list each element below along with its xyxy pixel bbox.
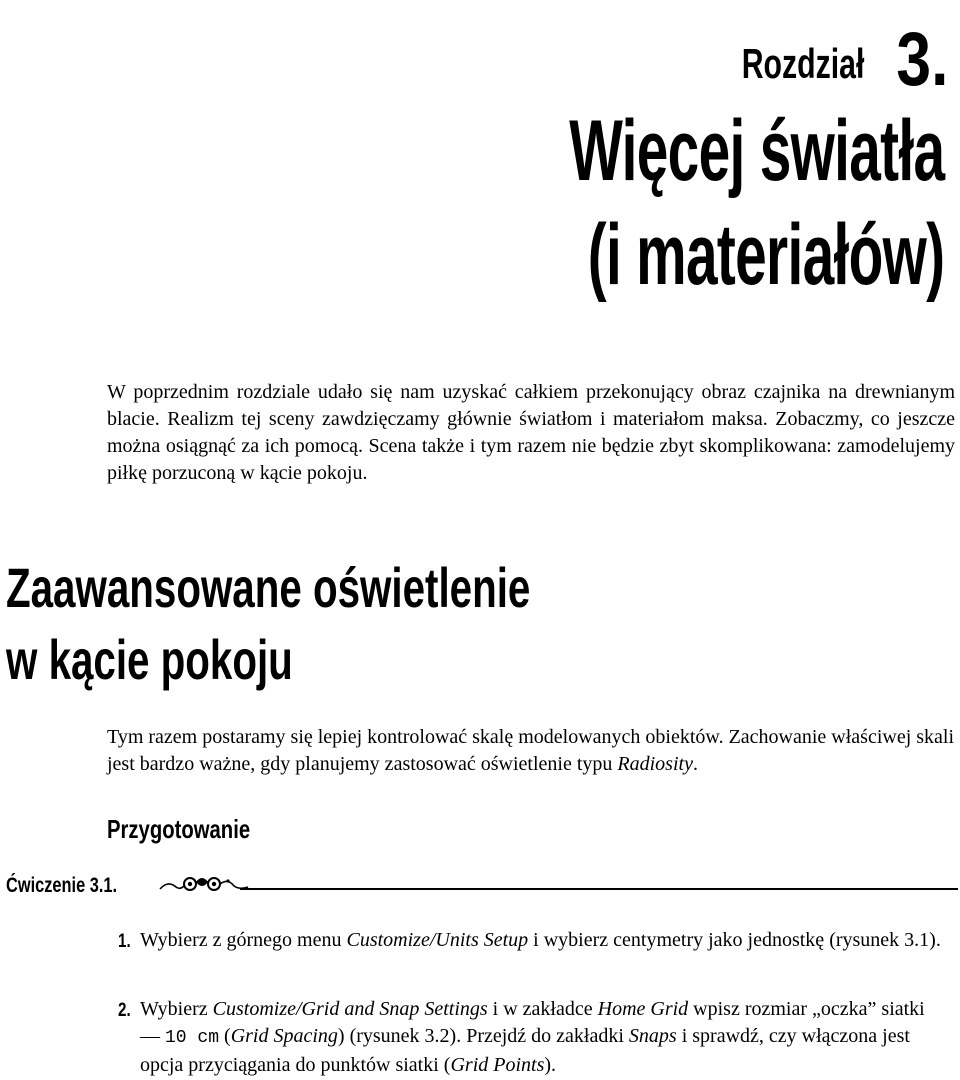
exercise-rule bbox=[240, 888, 958, 890]
step-text-part: ) (rysunek 3.2). Przejdź do zakładki bbox=[337, 1025, 629, 1047]
grid-value: 10 cm bbox=[165, 1028, 220, 1048]
option-name: Grid Points bbox=[450, 1054, 545, 1076]
step-text-part: i w zakładce bbox=[487, 998, 598, 1020]
exercise-label: Ćwiczenie 3.1. bbox=[6, 874, 118, 897]
chapter-title-line-2: (i materiałów) bbox=[587, 207, 944, 303]
section-title-line-1: Zaawansowane oświetlenie bbox=[6, 556, 531, 619]
chapter-heading bbox=[548, 17, 948, 102]
menu-path: Customize/Grid and Snap Settings bbox=[212, 998, 488, 1020]
section-paragraph bbox=[107, 724, 957, 778]
section-title-line-2: w kącie pokoju bbox=[6, 628, 293, 691]
step-text-part: Wybierz z górnego menu bbox=[140, 929, 347, 951]
step-text-part: Wybierz bbox=[140, 998, 213, 1020]
step-item bbox=[118, 927, 948, 954]
subsection-title: Przygotowanie bbox=[107, 814, 251, 844]
step-number: 2. bbox=[118, 1000, 131, 1021]
step-text-part: wpisz rozmiar „oczka” siatki — bbox=[140, 998, 925, 1047]
step-number: 1. bbox=[118, 931, 131, 952]
field-name: Grid Spacing bbox=[230, 1025, 338, 1047]
chapter-title-line-1: Więcej światła bbox=[568, 103, 944, 199]
radiosity-term: Radiosity bbox=[617, 753, 693, 775]
step-text-part: ). bbox=[544, 1054, 557, 1076]
ornament-icon bbox=[158, 872, 258, 894]
step-text-part: i sprawdź, czy włączona jest opcja przyciągania do punktów siatki ( bbox=[140, 1025, 910, 1076]
step-text-part: i wybierz centymetry jako jednostkę (rysunek 3.1). bbox=[528, 929, 941, 951]
section-paragraph-end: . bbox=[692, 753, 698, 775]
chapter-number: 3. bbox=[896, 17, 948, 102]
tab-name: Snaps bbox=[628, 1025, 677, 1047]
menu-path: Customize/Units Setup bbox=[346, 929, 529, 951]
step-text bbox=[140, 996, 948, 1079]
intro-paragraph: W poprzednim rozdziale udało się nam uzyskać całkiem przekonujący obraz czajnika na drewnianym blacie. Realizm tej sceny zawdzięczamy głównie światłom i materiałom maksa. Zobaczmy, co jeszcze można osiągnąć za ich pomocą. Scena także i tym razem nie będzie zbyt skomplikowana: zamodelujemy piłkę porzuconą w kącie pokoju. bbox=[107, 381, 955, 484]
step-text bbox=[140, 927, 948, 954]
chapter-label: Rozdział bbox=[741, 40, 864, 87]
section-paragraph-text: Tym razem postaramy się lepiej kontrolować skalę modelowanych obiektów. Zachowanie właściwej skali jest bardzo ważne, gdy planujemy zastosować oświetlenie typu bbox=[107, 726, 955, 775]
tab-name: Home Grid bbox=[597, 998, 689, 1020]
step-text-part: ( bbox=[219, 1025, 231, 1047]
step-item bbox=[118, 996, 948, 1079]
